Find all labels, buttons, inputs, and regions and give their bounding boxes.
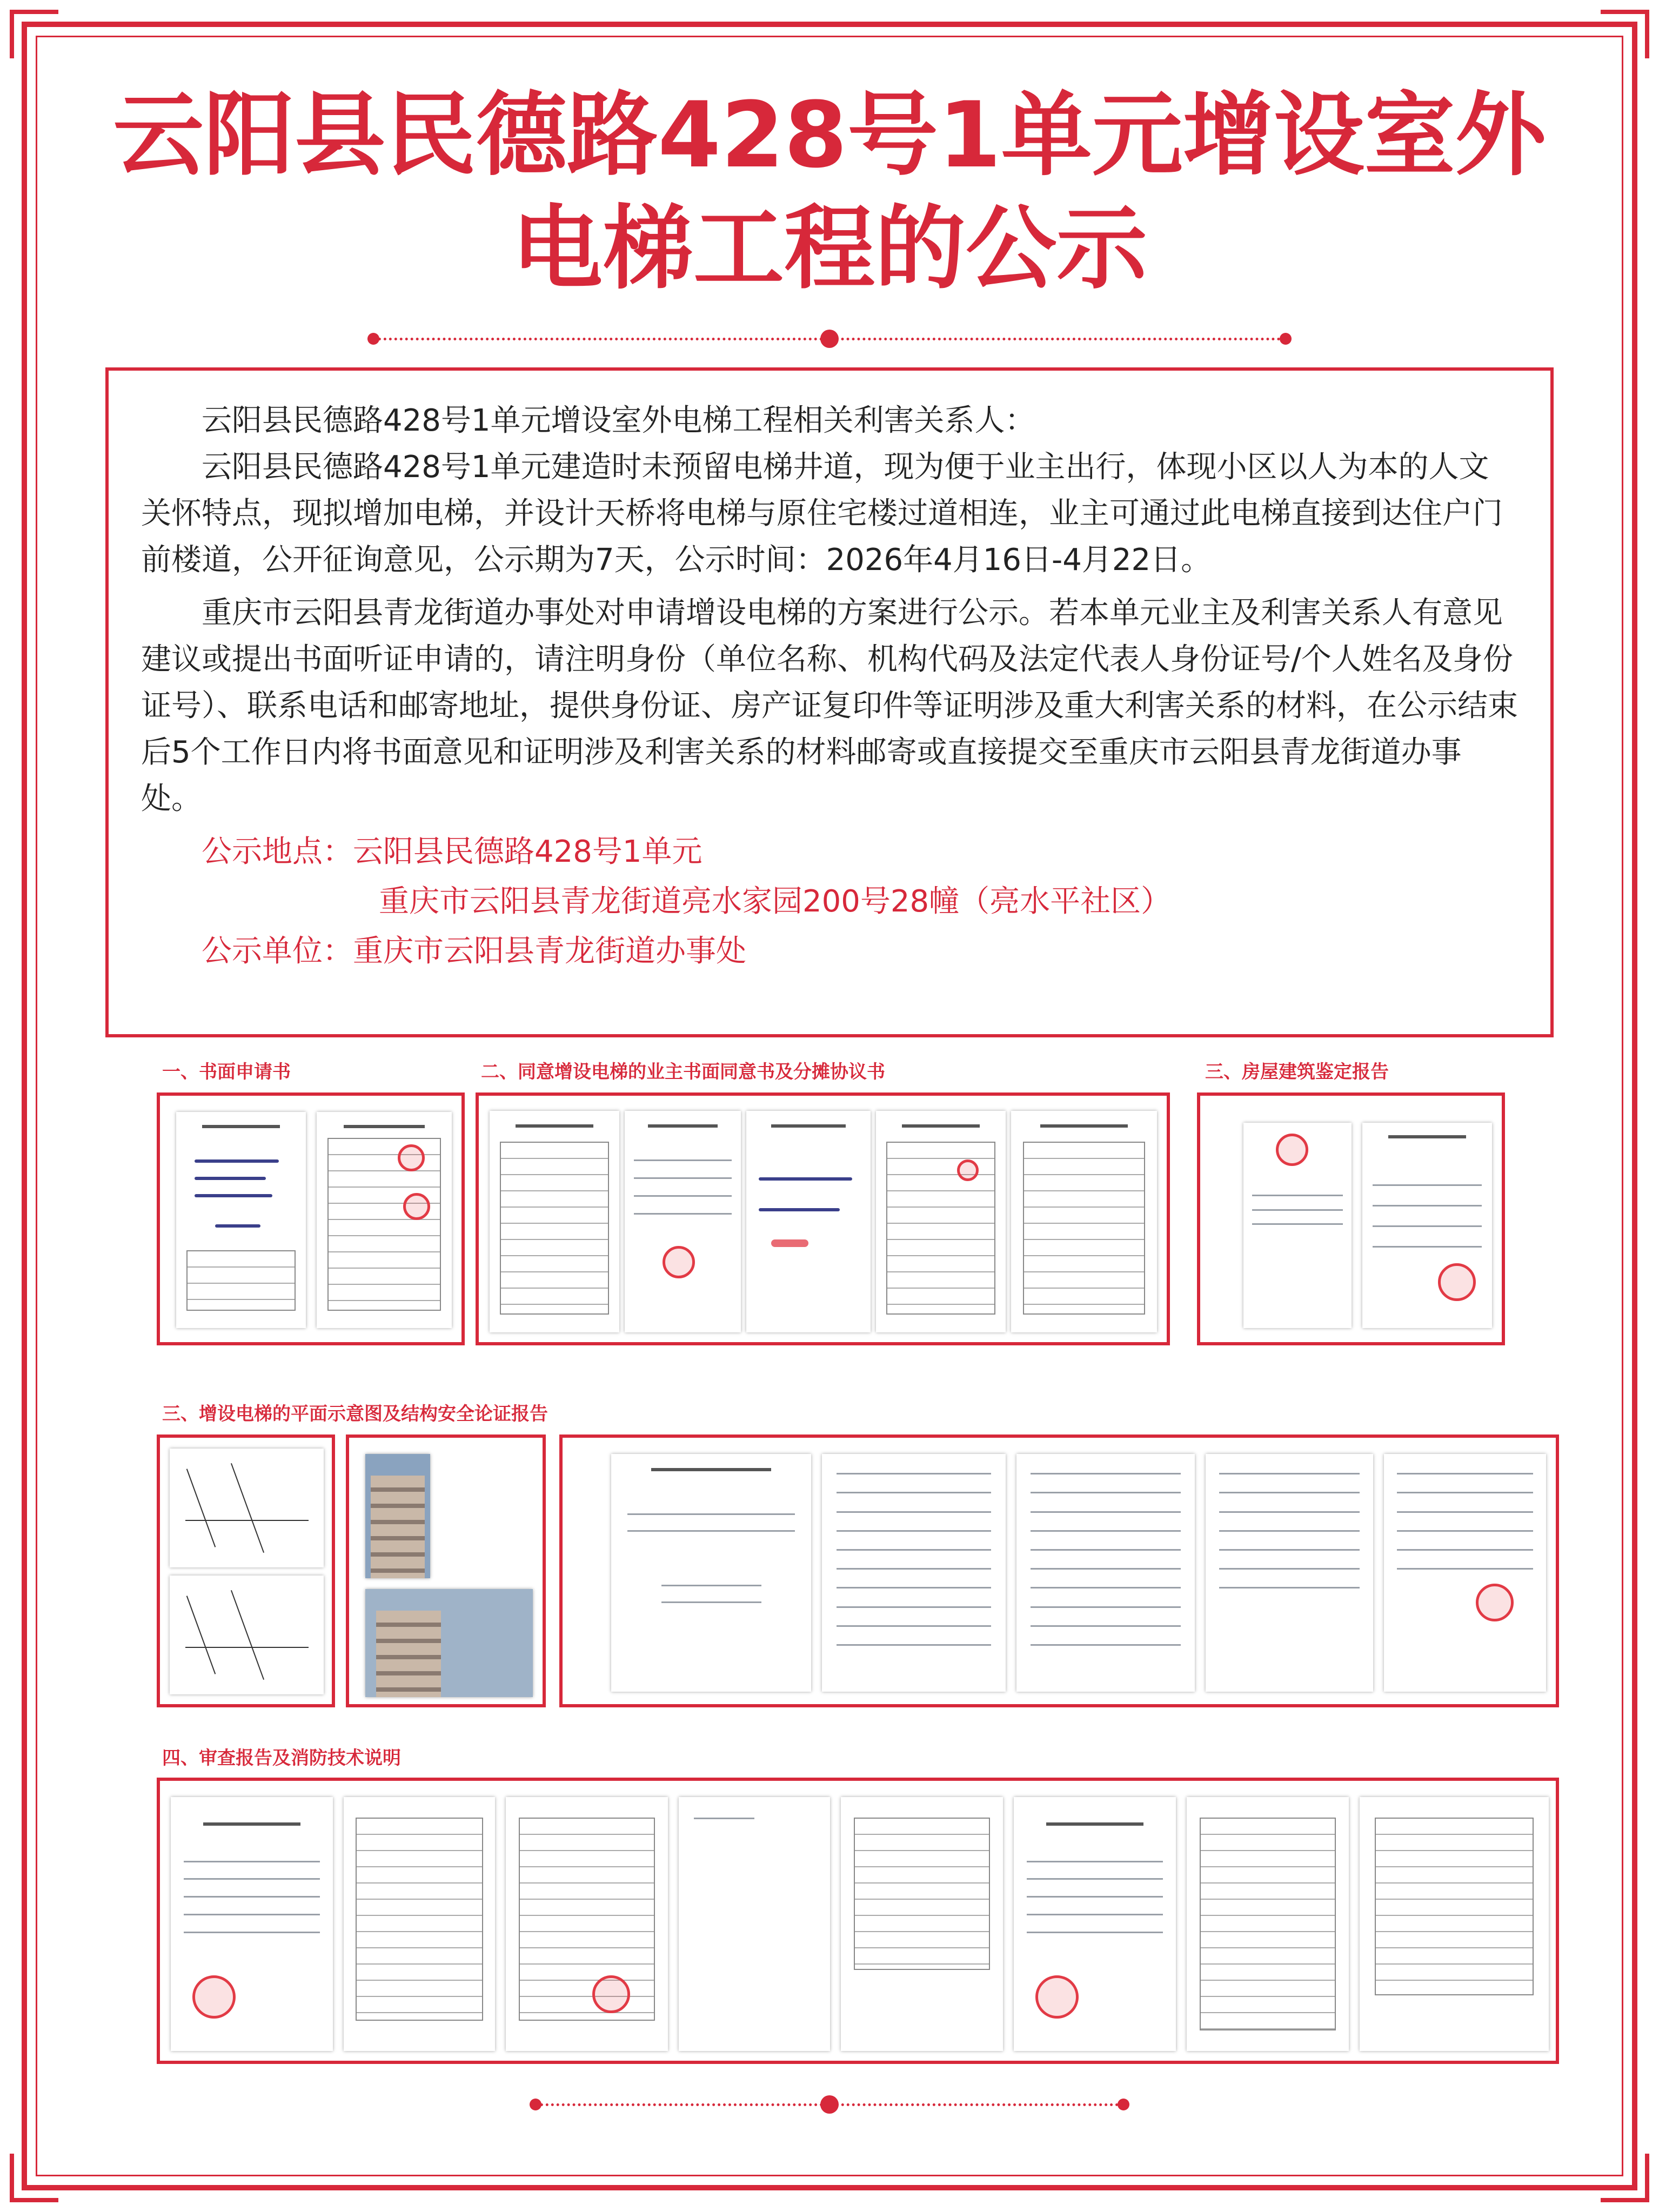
plan-drawings-panel bbox=[157, 1435, 335, 1707]
notice-unit-row bbox=[141, 928, 1518, 975]
document-scan bbox=[746, 1111, 871, 1332]
location-value-2: 重庆市云阳县青龙街道亮水家园200号28幢（亮水平社区） bbox=[379, 884, 1172, 919]
document-scan bbox=[1243, 1123, 1352, 1328]
notice-paragraph-1: 云阳县民德路428号1单元建造时未预留电梯井道，现为便于业主出行，体现小区以人为本的人文关怀特点，现拟增加电梯，并设计天桥将电梯与原住宅楼过道相连，业主可通过此电梯直接到达住户门前楼道，公开征询意见，公示期为7天，公示时间：2026年4月16日-4月22日。 bbox=[141, 450, 1503, 578]
document-scan bbox=[876, 1111, 1006, 1332]
notice-box bbox=[105, 367, 1554, 1037]
notice-paragraph-2: 重庆市云阳县青龙街道办事处对申请增设电梯的方案进行公示。若本单元业主及利害关系人有意见建议或提出书面听证申请的，请注明身份（单位名称、机构代码及法定代表人身份证号/个人姓名及身份证号）、联系电话和邮寄地址，提供身份证、房产证复印件等证明涉及重大利害关系的材料，在公示结束后5个工作日内将书面意见和证明涉及利害关系的材料邮寄或直接提交至重庆市云阳县青龙街道办事处。 bbox=[141, 595, 1518, 816]
unit-value: 重庆市云阳县青龙街道办事处 bbox=[353, 934, 746, 969]
document-scan bbox=[506, 1797, 668, 2051]
document-scan bbox=[344, 1797, 495, 2051]
location-value-1: 云阳县民德路428号1单元 bbox=[353, 834, 703, 869]
document-scan bbox=[1206, 1454, 1373, 1692]
document-scan bbox=[317, 1112, 452, 1328]
document-scan bbox=[625, 1111, 741, 1332]
site-photos-panel bbox=[346, 1435, 546, 1707]
corner-ornament bbox=[1601, 10, 1649, 58]
section-heading-3: 三、房屋建筑鉴定报告 bbox=[1205, 1061, 1389, 1083]
document-scan bbox=[171, 1797, 333, 2051]
corner-ornament bbox=[10, 10, 58, 58]
document-scan bbox=[679, 1797, 830, 2051]
document-scan bbox=[1011, 1111, 1157, 1332]
document-scan bbox=[1362, 1123, 1492, 1328]
unit-label: 公示单位： bbox=[202, 934, 353, 969]
document-scan bbox=[490, 1111, 619, 1332]
location-label: 公示地点： bbox=[202, 834, 353, 869]
section-heading-1: 一、书面申请书 bbox=[162, 1061, 291, 1083]
site-photo bbox=[365, 1589, 533, 1697]
section-heading-5: 四、审查报告及消防技术说明 bbox=[162, 1747, 401, 1769]
footer-divider bbox=[530, 2096, 1129, 2113]
title-divider bbox=[367, 331, 1292, 347]
section-heading-2: 二、同意增设电梯的业主书面同意书及分摊协议书 bbox=[481, 1061, 885, 1083]
notice-location-row-2 bbox=[141, 879, 1518, 925]
section-heading-4: 三、增设电梯的平面示意图及结构安全论证报告 bbox=[162, 1403, 548, 1425]
page-title-line1: 云阳县民德路428号1单元增设室外 bbox=[113, 82, 1546, 188]
document-scan bbox=[1016, 1454, 1195, 1692]
structural-report-panel bbox=[559, 1435, 1559, 1707]
document-scan bbox=[841, 1797, 1003, 2051]
document-scan bbox=[176, 1112, 306, 1328]
notice-salutation: 云阳县民德路428号1单元增设室外电梯工程相关利害关系人： bbox=[202, 403, 1035, 438]
application-letter-panel bbox=[157, 1092, 465, 1345]
plan-drawing bbox=[170, 1449, 324, 1567]
plan-drawing bbox=[170, 1576, 324, 1694]
site-photo bbox=[365, 1454, 430, 1578]
review-report-panel bbox=[157, 1778, 1559, 2064]
document-scan bbox=[611, 1454, 811, 1692]
consent-forms-panel bbox=[476, 1092, 1170, 1345]
building-appraisal-panel bbox=[1197, 1092, 1505, 1345]
document-scan bbox=[822, 1454, 1006, 1692]
document-scan bbox=[1187, 1797, 1349, 2051]
document-scan bbox=[1014, 1797, 1176, 2051]
corner-ornament bbox=[10, 2154, 58, 2202]
page-title-line2: 电梯工程的公示 bbox=[512, 196, 1147, 301]
document-scan bbox=[1384, 1454, 1546, 1692]
corner-ornament bbox=[1601, 2154, 1649, 2202]
notice-location-row bbox=[141, 829, 1518, 875]
document-scan bbox=[1360, 1797, 1549, 2051]
